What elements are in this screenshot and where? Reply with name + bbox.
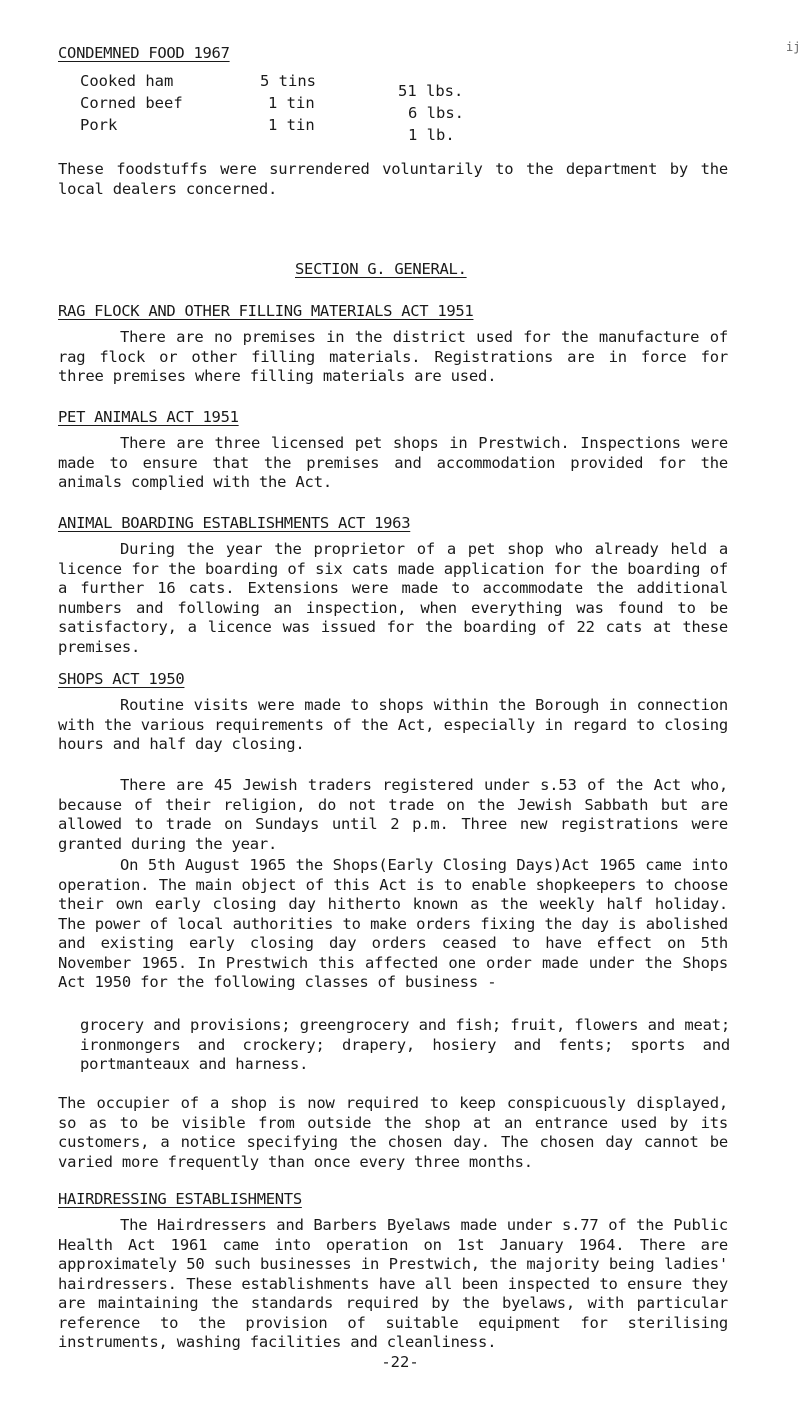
page-number: -22-	[381, 1353, 419, 1371]
shops-act-paragraph: On 5th August 1965 the Shops(Early Closing Days)Act 1965 came into operation. The main object of this Act is to enable shopkeepers to choose their own early closing day hitherto known as the weekly half holiday. The power of local authorities to make orders fixing the day is abolished and existing early closing day orders ceased to have effect on 5th November 1965. In Prestwich this affected one order made under the Shops Act 1950 for the following classes of business -	[58, 856, 728, 991]
shops-act-paragraph: Routine visits were made to shops within the Borough in connection with the various requirements of the Act, especially in regard to closing hours and half day closing.	[58, 696, 728, 753]
item-weight: 6 lbs.	[408, 104, 464, 122]
rag-flock-text: There are no premises in the district used for the manufacture of rag flock or other filling materials. Registrations are in force for three premises where filling materials are used.	[58, 328, 728, 385]
condemned-food-heading: CONDEMNED FOOD 1967	[58, 44, 230, 62]
item-weight: 1 lb.	[408, 126, 455, 144]
animal-boarding-heading: ANIMAL BOARDING ESTABLISHMENTS ACT 1963	[58, 514, 411, 532]
item-name: Pork	[80, 116, 118, 134]
shops-act-paragraph: The occupier of a shop is now required to keep conspicuously displayed, so as to be visible from outside the shop at an entrance used by its customers, a notice specifying the chosen day. The chosen day cannot be varied more frequently than once every three months.	[58, 1094, 728, 1171]
rag-flock-heading: RAG FLOCK AND OTHER FILLING MATERIALS ACT 1951	[58, 302, 474, 320]
item-qty: 1 tin	[268, 116, 315, 134]
pet-animals-heading: PET ANIMALS ACT 1951	[58, 408, 239, 426]
hairdressing-heading: HAIRDRESSING ESTABLISHMENTS	[58, 1190, 302, 1208]
pet-animals-text: There are three licensed pet shops in Prestwich. Inspections were made to ensure that the premises and accommodation provided for the animals complied with the Act.	[58, 434, 728, 491]
condemned-food-note: These foodstuffs were surrendered voluntarily to the department by the local dealers concerned.	[58, 160, 728, 198]
hairdressing-text: The Hairdressers and Barbers Byelaws made under s.77 of the Public Health Act 1961 came into operation on 1st January 1964. There are approximately 50 such businesses in Prestwich, the majority being ladies' hairdressers. These establishments have all been inspected to ensure they are maintaining the standards required by the byelaws, with particular reference to the provision of suitable equipment for sterilising instruments, washing facilities and cleanliness.	[58, 1216, 728, 1351]
shops-act-heading: SHOPS ACT 1950	[58, 670, 185, 688]
item-weight: 51 lbs.	[398, 82, 464, 100]
item-qty: 1 tin	[268, 94, 315, 112]
item-name: Cooked ham	[80, 72, 174, 90]
page-mark: ij	[786, 40, 800, 54]
item-qty: 5 tins	[260, 72, 316, 90]
animal-boarding-text: During the year the proprietor of a pet shop who already held a licence for the boarding of six cats made application for the boarding of a further 16 cats. Extensions were made to accommodate the additional numbers and following an inspection, when everything was found to be satisfactory, a licence was issued for the boarding of 22 cats at these premises.	[58, 540, 728, 656]
shops-act-paragraph: There are 45 Jewish traders registered under s.53 of the Act who, because of their religion, do not trade on the Jewish Sabbath but are allowed to trade on Sundays until 2 p.m. Three new registrations were granted during the year.	[58, 776, 728, 853]
item-name: Corned beef	[80, 94, 183, 112]
business-classes-list: grocery and provisions; greengrocery and fish; fruit, flowers and meat; ironmongers and crockery; drapery, hosiery and fents; sports and portmanteaux and harness.	[80, 1016, 730, 1073]
section-heading: SECTION G. GENERAL.	[295, 260, 467, 278]
